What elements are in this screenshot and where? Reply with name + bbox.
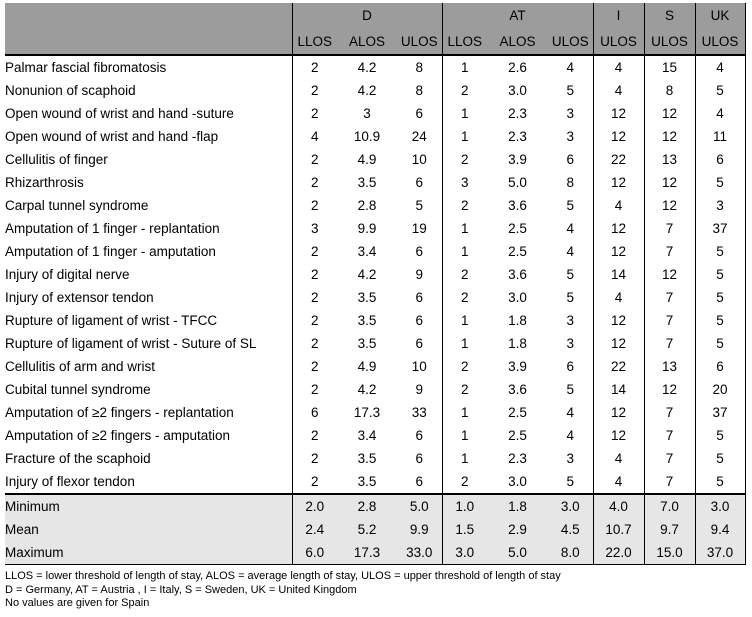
value-cell: 4 (695, 55, 745, 79)
value-cell: 7 (644, 470, 695, 494)
value-cell: 4.2 (357, 267, 377, 282)
table-header (5, 3, 745, 55)
value-cell: 2.6 (508, 60, 527, 75)
value-cell: 17.3 (353, 405, 381, 420)
value-cell: 2 (442, 286, 487, 309)
row-label: Injury of flexor tendon (5, 474, 135, 489)
value-cell: 6 (415, 336, 424, 351)
value-cell: 3 (566, 336, 575, 351)
value-cell: 3.5 (357, 451, 377, 466)
table-row (5, 171, 745, 194)
value-cell: 2.8 (337, 494, 397, 518)
row-label: Cellulitis of finger (5, 152, 108, 167)
header-empty-cell (5, 3, 292, 28)
value-cell: 2 (442, 470, 487, 494)
value-cell: 1 (442, 240, 487, 263)
value-cell: 2 (292, 447, 337, 470)
value-cell: 4.2 (357, 382, 377, 397)
header-empty-cell (5, 28, 292, 55)
value-cell: 5.2 (337, 518, 397, 541)
table-row (5, 424, 745, 447)
row-label: Injury of digital nerve (5, 267, 130, 282)
header-d-alos: ALOS (337, 28, 397, 55)
header-d-ulos: ULOS (397, 28, 442, 55)
header-group-italy: I (593, 3, 644, 28)
value-cell: 8 (415, 60, 424, 75)
value-cell: 4 (566, 428, 575, 443)
value-cell: 12 (593, 401, 644, 424)
value-cell: 3 (566, 451, 575, 466)
header-at-alos: ALOS (487, 28, 548, 55)
value-cell: 12 (644, 171, 695, 194)
row-label: Amputation of 1 finger - replantation (5, 221, 220, 236)
value-cell: 5 (695, 263, 745, 286)
value-cell: 1.8 (508, 336, 527, 351)
row-label: Open wound of wrist and hand -suture (5, 106, 234, 121)
value-cell: 1 (442, 401, 487, 424)
table-row (5, 401, 745, 424)
value-cell: 1.5 (442, 518, 487, 541)
header-i-ulos: ULOS (593, 28, 644, 55)
value-cell: 4 (593, 194, 644, 217)
value-cell: 13 (644, 355, 695, 378)
summary-row (5, 518, 745, 541)
value-cell: 4.2 (357, 60, 377, 75)
value-cell: 5 (566, 267, 575, 282)
value-cell: 11 (695, 125, 745, 148)
table-row (5, 240, 745, 263)
row-label: Open wound of wrist and hand -flap (5, 129, 219, 144)
table-row (5, 148, 745, 171)
value-cell: 4 (593, 55, 644, 79)
value-cell: 5 (566, 474, 575, 489)
value-cell: 5.0 (487, 541, 548, 565)
value-cell: 6 (566, 359, 575, 374)
value-cell: 3 (363, 106, 371, 121)
value-cell: 13 (644, 148, 695, 171)
value-cell: 5 (566, 83, 575, 98)
value-cell: 8 (415, 83, 424, 98)
value-cell: 4 (292, 125, 337, 148)
value-cell: 3.4 (357, 244, 377, 259)
value-cell: 12 (593, 309, 644, 332)
value-cell: 3.5 (357, 313, 377, 328)
value-cell: 2 (292, 263, 337, 286)
value-cell: 7 (644, 286, 695, 309)
value-cell: 2.3 (508, 106, 527, 121)
value-cell: 4 (695, 102, 745, 125)
value-cell: 12 (593, 217, 644, 240)
value-cell: 6 (695, 355, 745, 378)
table-row (5, 55, 745, 79)
value-cell: 1.8 (487, 494, 548, 518)
footnote-abbreviations: LLOS = lower threshold of length of stay, ALOS = average length of stay, ULOS = upper threshold of length of stay (5, 570, 561, 582)
value-cell: 3.5 (357, 336, 377, 351)
row-label: Amputation of ≥2 fingers - replantation (5, 405, 234, 420)
value-cell: 5 (695, 79, 745, 102)
table-body (5, 55, 745, 565)
header-at-llos: LLOS (442, 28, 487, 55)
row-label: Maximum (5, 541, 292, 565)
value-cell: 3.0 (508, 290, 527, 305)
value-cell: 15 (644, 55, 695, 79)
value-cell: 3.0 (508, 83, 527, 98)
value-cell: 4.0 (593, 494, 644, 518)
table-row (5, 79, 745, 102)
value-cell: 1 (442, 125, 487, 148)
value-cell: 3.0 (508, 474, 527, 489)
header-group-austria: AT (442, 3, 593, 28)
value-cell: 3.0 (442, 541, 487, 565)
value-cell: 4 (593, 286, 644, 309)
value-cell: 22 (593, 148, 644, 171)
header-at-ulos: ULOS (548, 28, 593, 55)
value-cell: 3.4 (357, 428, 377, 443)
value-cell: 2 (292, 332, 337, 355)
value-cell: 12 (593, 240, 644, 263)
value-cell: 9.4 (695, 518, 745, 541)
header-s-ulos: ULOS (644, 28, 695, 55)
row-label: Cubital tunnel syndrome (5, 382, 151, 397)
table-row (5, 470, 745, 494)
row-label: Rupture of ligament of wrist - Suture of SL (5, 336, 257, 351)
value-cell: 7 (644, 217, 695, 240)
value-cell: 1.0 (442, 494, 487, 518)
value-cell: 2 (292, 79, 337, 102)
value-cell: 7 (644, 424, 695, 447)
row-label: Carpal tunnel syndrome (5, 198, 149, 213)
value-cell: 2 (292, 470, 337, 494)
value-cell: 20 (695, 378, 745, 401)
value-cell: 6 (415, 474, 424, 489)
value-cell: 6 (695, 148, 745, 171)
footnote-countries: D = Germany, AT = Austria , I = Italy, S = Sweden, UK = United Kingdom (5, 583, 357, 596)
value-cell: 7 (644, 401, 695, 424)
group-header-row (5, 3, 745, 28)
value-cell: 12 (644, 378, 695, 401)
value-cell: 10.9 (353, 129, 381, 144)
value-cell: 5.0 (397, 494, 442, 518)
value-cell: 2 (292, 171, 337, 194)
value-cell: 12 (593, 424, 644, 447)
value-cell: 2 (292, 286, 337, 309)
value-cell: 3.0 (695, 494, 745, 518)
value-cell: 5 (695, 470, 745, 494)
value-cell: 2 (292, 194, 337, 217)
value-cell: 5 (566, 198, 575, 213)
row-label: Rhizarthrosis (5, 175, 84, 190)
value-cell: 2 (442, 355, 487, 378)
value-cell: 5 (695, 309, 745, 332)
value-cell: 5 (566, 382, 575, 397)
value-cell: 4 (593, 447, 644, 470)
value-cell: 4 (566, 221, 575, 236)
table-row (5, 125, 745, 148)
value-cell: 6 (415, 290, 424, 305)
value-cell: 1 (442, 102, 487, 125)
value-cell: 2.8 (357, 198, 377, 213)
table-row (5, 309, 745, 332)
value-cell: 1 (442, 424, 487, 447)
value-cell: 12 (593, 125, 644, 148)
table-row (5, 286, 745, 309)
value-cell: 3 (566, 313, 575, 328)
value-cell: 3.6 (508, 267, 527, 282)
value-cell: 4 (566, 244, 575, 259)
row-label: Mean (5, 518, 292, 541)
value-cell: 3.5 (357, 474, 377, 489)
value-cell: 9.9 (397, 518, 442, 541)
value-cell: 14 (593, 378, 644, 401)
value-cell: 2.3 (508, 129, 527, 144)
value-cell: 6 (566, 152, 575, 167)
table-row (5, 332, 745, 355)
value-cell: 12 (593, 332, 644, 355)
value-cell: 4 (566, 60, 575, 75)
value-cell: 22 (593, 355, 644, 378)
header-d-llos: LLOS (292, 28, 337, 55)
value-cell: 12 (593, 171, 644, 194)
summary-row (5, 541, 745, 565)
value-cell: 5 (695, 171, 745, 194)
row-label: Rupture of ligament of wrist - TFCC (5, 313, 218, 328)
value-cell: 5 (695, 447, 745, 470)
value-cell: 15.0 (644, 541, 695, 565)
value-cell: 6 (292, 401, 337, 424)
value-cell: 5.0 (508, 175, 527, 190)
value-cell: 2 (442, 79, 487, 102)
value-cell: 5 (566, 290, 575, 305)
value-cell: 2 (442, 194, 487, 217)
value-cell: 3 (695, 194, 745, 217)
value-cell: 4.9 (357, 152, 377, 167)
header-group-germany: D (292, 3, 442, 28)
value-cell: 9 (415, 267, 424, 282)
row-label: Amputation of ≥2 fingers - amputation (5, 428, 231, 443)
value-cell: 2 (292, 378, 337, 401)
value-cell: 4.2 (357, 83, 377, 98)
value-cell: 8 (566, 175, 575, 190)
row-label: Amputation of 1 finger - amputation (5, 244, 216, 259)
value-cell: 1.8 (508, 313, 527, 328)
value-cell: 10 (411, 359, 427, 374)
value-cell: 5 (695, 240, 745, 263)
value-cell: 2.5 (508, 221, 527, 236)
subheader-row (5, 28, 745, 55)
value-cell: 3.5 (357, 290, 377, 305)
value-cell: 12 (644, 194, 695, 217)
value-cell: 5 (415, 198, 424, 213)
value-cell: 37.0 (695, 541, 745, 565)
value-cell: 12 (644, 263, 695, 286)
value-cell: 24 (411, 129, 427, 144)
header-group-sweden: S (644, 3, 695, 28)
value-cell: 2.5 (508, 428, 527, 443)
value-cell: 7 (644, 309, 695, 332)
value-cell: 5 (695, 424, 745, 447)
row-label: Cellulitis of arm and wrist (5, 359, 156, 374)
header-group-uk: UK (695, 3, 745, 28)
value-cell: 9 (415, 382, 424, 397)
value-cell: 8 (644, 79, 695, 102)
value-cell: 2 (292, 309, 337, 332)
value-cell: 2 (292, 55, 337, 79)
value-cell: 2.4 (292, 518, 337, 541)
value-cell: 5 (695, 332, 745, 355)
value-cell: 2 (442, 263, 487, 286)
value-cell: 2 (292, 424, 337, 447)
value-cell: 5 (695, 286, 745, 309)
value-cell: 9.9 (357, 221, 377, 236)
value-cell: 3.9 (508, 152, 527, 167)
row-label: Fracture of the scaphoid (5, 451, 151, 466)
value-cell: 37 (695, 217, 745, 240)
value-cell: 1 (442, 447, 487, 470)
value-cell: 7 (644, 240, 695, 263)
value-cell: 4.5 (548, 518, 593, 541)
table-row (5, 263, 745, 286)
value-cell: 8.0 (548, 541, 593, 565)
value-cell: 2 (292, 148, 337, 171)
value-cell: 19 (411, 221, 427, 236)
value-cell: 6 (415, 175, 424, 190)
length-of-stay-table (5, 3, 746, 565)
value-cell: 4.9 (357, 359, 377, 374)
value-cell: 2.3 (508, 451, 527, 466)
value-cell: 9.7 (644, 518, 695, 541)
value-cell: 4 (566, 405, 575, 420)
value-cell: 2.0 (292, 494, 337, 518)
value-cell: 6 (415, 244, 424, 259)
row-label: Injury of extensor tendon (5, 290, 154, 305)
value-cell: 33.0 (397, 541, 442, 565)
value-cell: 2.5 (508, 405, 527, 420)
value-cell: 3.0 (548, 494, 593, 518)
value-cell: 14 (593, 263, 644, 286)
row-label: Palmar fascial fibromatosis (5, 60, 167, 75)
value-cell: 10.7 (593, 518, 644, 541)
summary-row (5, 494, 745, 518)
value-cell: 2 (292, 355, 337, 378)
value-cell: 3 (292, 217, 337, 240)
value-cell: 4 (593, 79, 644, 102)
value-cell: 2 (292, 240, 337, 263)
value-cell: 4 (593, 470, 644, 494)
footnotes (5, 570, 752, 611)
value-cell: 6 (415, 451, 424, 466)
value-cell: 22.0 (593, 541, 644, 565)
value-cell: 12 (644, 102, 695, 125)
value-cell: 7 (644, 447, 695, 470)
value-cell: 1 (442, 309, 487, 332)
value-cell: 37 (695, 401, 745, 424)
value-cell: 3.5 (357, 175, 377, 190)
table-row (5, 447, 745, 470)
value-cell: 3.6 (508, 198, 527, 213)
value-cell: 2 (442, 378, 487, 401)
value-cell: 6.0 (292, 541, 337, 565)
value-cell: 2.5 (508, 244, 527, 259)
value-cell: 12 (644, 125, 695, 148)
table-row (5, 217, 745, 240)
value-cell: 1 (442, 55, 487, 79)
value-cell: 6 (415, 313, 424, 328)
value-cell: 3 (566, 106, 575, 121)
value-cell: 3 (566, 129, 575, 144)
value-cell: 6 (415, 428, 424, 443)
value-cell: 3.6 (508, 382, 527, 397)
table-row (5, 378, 745, 401)
value-cell: 3 (442, 171, 487, 194)
value-cell: 17.3 (337, 541, 397, 565)
table-row (5, 102, 745, 125)
footnote-spain: No values are given for Spain (5, 597, 150, 609)
row-label: Minimum (5, 494, 292, 518)
value-cell: 33 (411, 405, 427, 420)
value-cell: 6 (415, 106, 424, 121)
value-cell: 2.9 (487, 518, 548, 541)
row-label: Nonunion of scaphoid (5, 83, 136, 98)
table-row (5, 355, 745, 378)
value-cell: 2 (292, 102, 337, 125)
value-cell: 2 (442, 148, 487, 171)
value-cell: 1 (442, 332, 487, 355)
table-row (5, 194, 745, 217)
value-cell: 7.0 (644, 494, 695, 518)
header-uk-ulos: ULOS (695, 28, 745, 55)
value-cell: 7 (644, 332, 695, 355)
value-cell: 3.9 (508, 359, 527, 374)
value-cell: 12 (593, 102, 644, 125)
value-cell: 1 (442, 217, 487, 240)
value-cell: 10 (411, 152, 427, 167)
